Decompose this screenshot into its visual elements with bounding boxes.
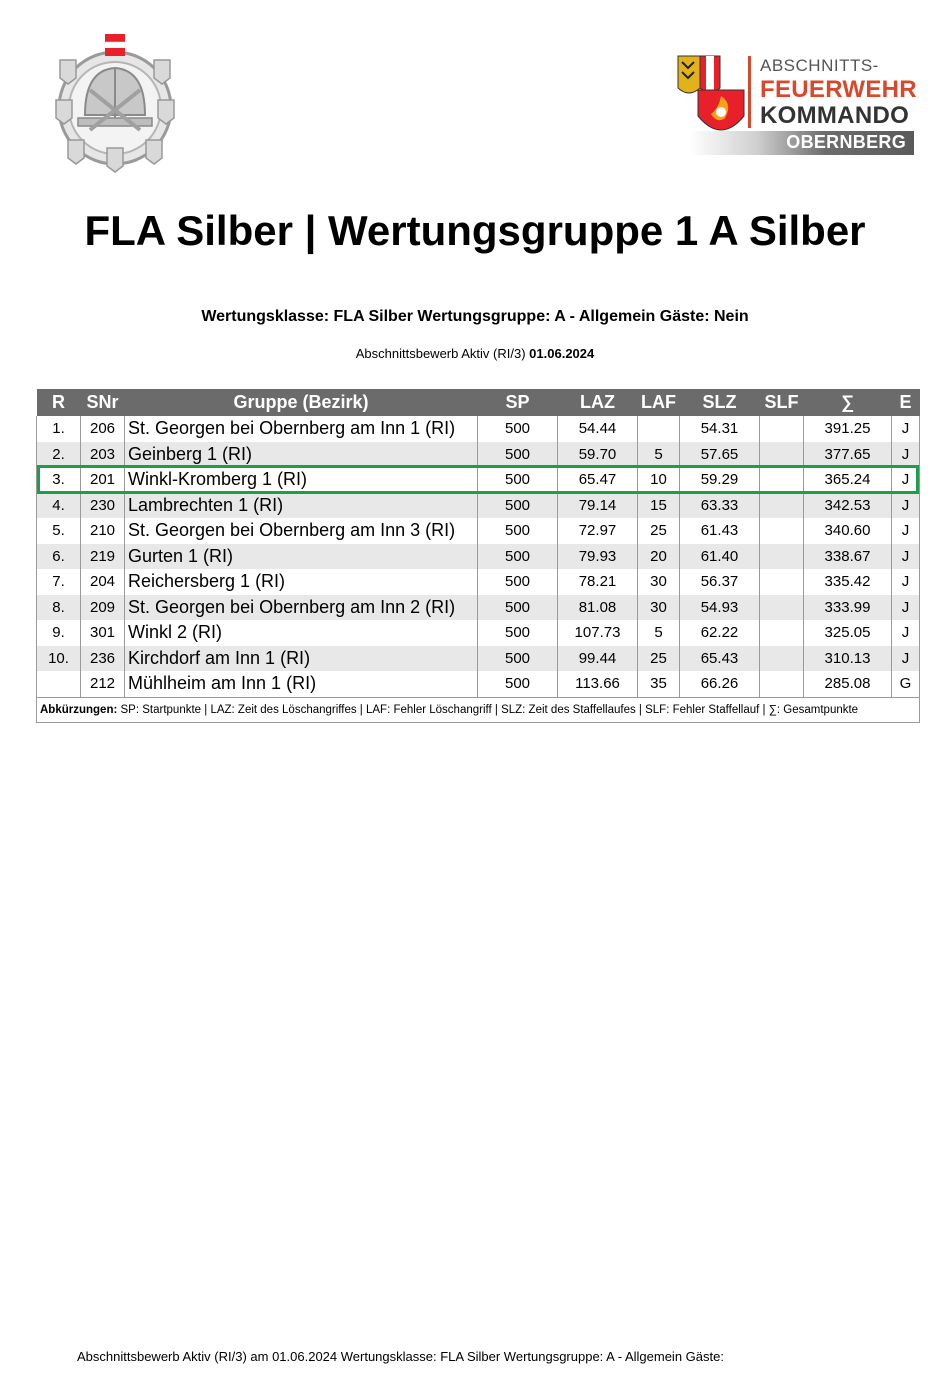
cell-r: 5. bbox=[37, 518, 81, 544]
afk-line-1: ABSCHNITTS- bbox=[760, 56, 879, 75]
cell-snr: 219 bbox=[81, 544, 125, 570]
cell-e: J bbox=[892, 493, 920, 519]
afk-line-3: KOMMANDO bbox=[760, 102, 910, 129]
cell-slf bbox=[760, 416, 804, 442]
page-footer: Abschnittsbewerb Aktiv (RI/3) am 01.06.2024 Wertungsklasse: FLA Silber Wertungsgruppe: A - Allgemein Gäste: bbox=[77, 1349, 724, 1364]
cell-slf bbox=[760, 493, 804, 519]
cell-laf: 30 bbox=[638, 569, 680, 595]
col-header-laz: LAZ bbox=[558, 389, 638, 416]
cell-laz: 54.44 bbox=[558, 416, 638, 442]
cell-sum: 333.99 bbox=[804, 595, 892, 621]
cell-e: J bbox=[892, 569, 920, 595]
cell-laz: 107.73 bbox=[558, 620, 638, 646]
cell-sp: 500 bbox=[478, 416, 558, 442]
table-row bbox=[37, 442, 920, 468]
cell-gruppe: St. Georgen bei Obernberg am Inn 2 (RI) bbox=[125, 595, 478, 621]
cell-sp: 500 bbox=[478, 671, 558, 697]
cell-laf: 35 bbox=[638, 671, 680, 697]
abbreviations-row bbox=[37, 697, 920, 722]
cell-r: 2. bbox=[37, 442, 81, 468]
cell-slz: 65.43 bbox=[680, 646, 760, 672]
cell-laf bbox=[638, 416, 680, 442]
cell-gruppe: St. Georgen bei Obernberg am Inn 1 (RI) bbox=[125, 416, 478, 442]
cell-e: J bbox=[892, 416, 920, 442]
cell-sum: 342.53 bbox=[804, 493, 892, 519]
col-header-sp: SP bbox=[478, 389, 558, 416]
cell-slf bbox=[760, 518, 804, 544]
cell-e: J bbox=[892, 646, 920, 672]
cell-snr: 210 bbox=[81, 518, 125, 544]
cell-slz: 63.33 bbox=[680, 493, 760, 519]
cell-slf bbox=[760, 442, 804, 468]
cell-sum: 335.42 bbox=[804, 569, 892, 595]
cell-laz: 79.93 bbox=[558, 544, 638, 570]
cell-laz: 79.14 bbox=[558, 493, 638, 519]
cell-r: 4. bbox=[37, 493, 81, 519]
cell-slf bbox=[760, 569, 804, 595]
event-name: Abschnittsbewerb Aktiv (RI/3) bbox=[355, 346, 526, 361]
cell-r: 3. bbox=[37, 467, 81, 493]
cell-e: J bbox=[892, 467, 920, 493]
table-row bbox=[37, 569, 920, 595]
cell-sum: 338.67 bbox=[804, 544, 892, 570]
col-header-gruppe: Gruppe (Bezirk) bbox=[125, 389, 478, 416]
cell-sp: 500 bbox=[478, 646, 558, 672]
cell-snr: 203 bbox=[81, 442, 125, 468]
cell-laz: 65.47 bbox=[558, 467, 638, 493]
cell-snr: 230 bbox=[81, 493, 125, 519]
cell-laz: 81.08 bbox=[558, 595, 638, 621]
cell-laf: 5 bbox=[638, 442, 680, 468]
afk-logo-text bbox=[760, 56, 916, 128]
cell-slf bbox=[760, 467, 804, 493]
cell-slf bbox=[760, 544, 804, 570]
cell-sum: 310.13 bbox=[804, 646, 892, 672]
cell-slz: 56.37 bbox=[680, 569, 760, 595]
cell-r: 10. bbox=[37, 646, 81, 672]
col-header-laf: LAF bbox=[638, 389, 680, 416]
cell-slf bbox=[760, 671, 804, 697]
cell-sum: 340.60 bbox=[804, 518, 892, 544]
cell-slz: 61.43 bbox=[680, 518, 760, 544]
cell-sp: 500 bbox=[478, 620, 558, 646]
cell-slz: 54.31 bbox=[680, 416, 760, 442]
event-line bbox=[0, 346, 950, 361]
cell-e: J bbox=[892, 442, 920, 468]
cell-sp: 500 bbox=[478, 467, 558, 493]
cell-e: J bbox=[892, 595, 920, 621]
cell-gruppe: Winkl 2 (RI) bbox=[125, 620, 478, 646]
cell-snr: 204 bbox=[81, 569, 125, 595]
col-header-snr: SNr bbox=[81, 389, 125, 416]
cell-laz: 59.70 bbox=[558, 442, 638, 468]
cell-laf: 5 bbox=[638, 620, 680, 646]
cell-gruppe: Winkl-Kromberg 1 (RI) bbox=[125, 467, 478, 493]
table-row bbox=[37, 620, 920, 646]
col-header-r: R bbox=[37, 389, 81, 416]
cell-slz: 59.29 bbox=[680, 467, 760, 493]
cell-slz: 62.22 bbox=[680, 620, 760, 646]
cell-laz: 99.44 bbox=[558, 646, 638, 672]
afk-banner bbox=[690, 131, 914, 155]
abbreviations-cell bbox=[37, 697, 920, 722]
table-header-row bbox=[37, 389, 920, 416]
cell-gruppe: Gurten 1 (RI) bbox=[125, 544, 478, 570]
event-date: 01.06.2024 bbox=[529, 346, 595, 361]
table-row bbox=[37, 518, 920, 544]
cell-e: J bbox=[892, 518, 920, 544]
cell-sp: 500 bbox=[478, 569, 558, 595]
cell-sp: 500 bbox=[478, 544, 558, 570]
cell-laf: 10 bbox=[638, 467, 680, 493]
cell-r: 7. bbox=[37, 569, 81, 595]
cell-gruppe: Mühlheim am Inn 1 (RI) bbox=[125, 671, 478, 697]
cell-slz: 54.93 bbox=[680, 595, 760, 621]
cell-gruppe: Kirchdorf am Inn 1 (RI) bbox=[125, 646, 478, 672]
cell-r: 9. bbox=[37, 620, 81, 646]
abbreviations-label: Abkürzungen: bbox=[40, 703, 118, 716]
cell-snr: 201 bbox=[81, 467, 125, 493]
page-subtitle: Wertungsklasse: FLA Silber Wertungsgruppe: A - Allgemein Gäste: Nein bbox=[201, 308, 749, 325]
cell-slf bbox=[760, 595, 804, 621]
cell-laf: 15 bbox=[638, 493, 680, 519]
col-header-sum: ∑ bbox=[804, 389, 892, 416]
cell-laf: 20 bbox=[638, 544, 680, 570]
cell-gruppe: Lambrechten 1 (RI) bbox=[125, 493, 478, 519]
cell-laz: 78.21 bbox=[558, 569, 638, 595]
cell-snr: 236 bbox=[81, 646, 125, 672]
cell-e: J bbox=[892, 544, 920, 570]
col-header-slf: SLF bbox=[760, 389, 804, 416]
cell-slz: 66.26 bbox=[680, 671, 760, 697]
cell-gruppe: St. Georgen bei Obernberg am Inn 3 (RI) bbox=[125, 518, 478, 544]
cell-sum: 325.05 bbox=[804, 620, 892, 646]
col-header-e: E bbox=[892, 389, 920, 416]
cell-slf bbox=[760, 646, 804, 672]
cell-slz: 57.65 bbox=[680, 442, 760, 468]
table-row bbox=[37, 416, 920, 442]
afk-line-2: FEUERWEHR bbox=[760, 76, 917, 103]
cell-slf bbox=[760, 620, 804, 646]
table-row bbox=[37, 493, 920, 519]
cell-gruppe: Geinberg 1 (RI) bbox=[125, 442, 478, 468]
table-row bbox=[37, 467, 920, 493]
abbreviations-text: SP: Startpunkte | LAZ: Zeit des Löschangriffes | LAF: Fehler Löschangriff | SLZ: Zeit des Staffellaufes | SLF: Fehler Staffellauf | ∑: Gesamtpunkte bbox=[120, 703, 859, 716]
cell-sp: 500 bbox=[478, 493, 558, 519]
cell-laf: 25 bbox=[638, 518, 680, 544]
cell-snr: 301 bbox=[81, 620, 125, 646]
cell-sp: 500 bbox=[478, 442, 558, 468]
cell-r: 1. bbox=[37, 416, 81, 442]
cell-sum: 391.25 bbox=[804, 416, 892, 442]
cell-sp: 500 bbox=[478, 595, 558, 621]
cell-e: G bbox=[892, 671, 920, 697]
cell-r: 8. bbox=[37, 595, 81, 621]
cell-e: J bbox=[892, 620, 920, 646]
afk-line-4: OBERNBERG bbox=[786, 132, 906, 152]
cell-sum: 377.65 bbox=[804, 442, 892, 468]
cell-r: 6. bbox=[37, 544, 81, 570]
cell-laf: 25 bbox=[638, 646, 680, 672]
cell-snr: 209 bbox=[81, 595, 125, 621]
cell-r bbox=[37, 671, 81, 697]
results-table bbox=[36, 389, 920, 723]
table-row bbox=[37, 595, 920, 621]
page-title: FLA Silber | Wertungsgruppe 1 A Silber bbox=[84, 207, 866, 254]
cell-snr: 212 bbox=[81, 671, 125, 697]
table-row bbox=[37, 544, 920, 570]
cell-sp: 500 bbox=[478, 518, 558, 544]
cell-snr: 206 bbox=[81, 416, 125, 442]
col-header-slz: SLZ bbox=[680, 389, 760, 416]
table-row bbox=[37, 646, 920, 672]
fla-badge-logo bbox=[50, 30, 180, 175]
cell-slz: 61.40 bbox=[680, 544, 760, 570]
cell-gruppe: Reichersberg 1 (RI) bbox=[125, 569, 478, 595]
cell-laf: 30 bbox=[638, 595, 680, 621]
table-row bbox=[37, 671, 920, 697]
cell-sum: 365.24 bbox=[804, 467, 892, 493]
cell-laz: 72.97 bbox=[558, 518, 638, 544]
cell-laz: 113.66 bbox=[558, 671, 638, 697]
cell-sum: 285.08 bbox=[804, 671, 892, 697]
